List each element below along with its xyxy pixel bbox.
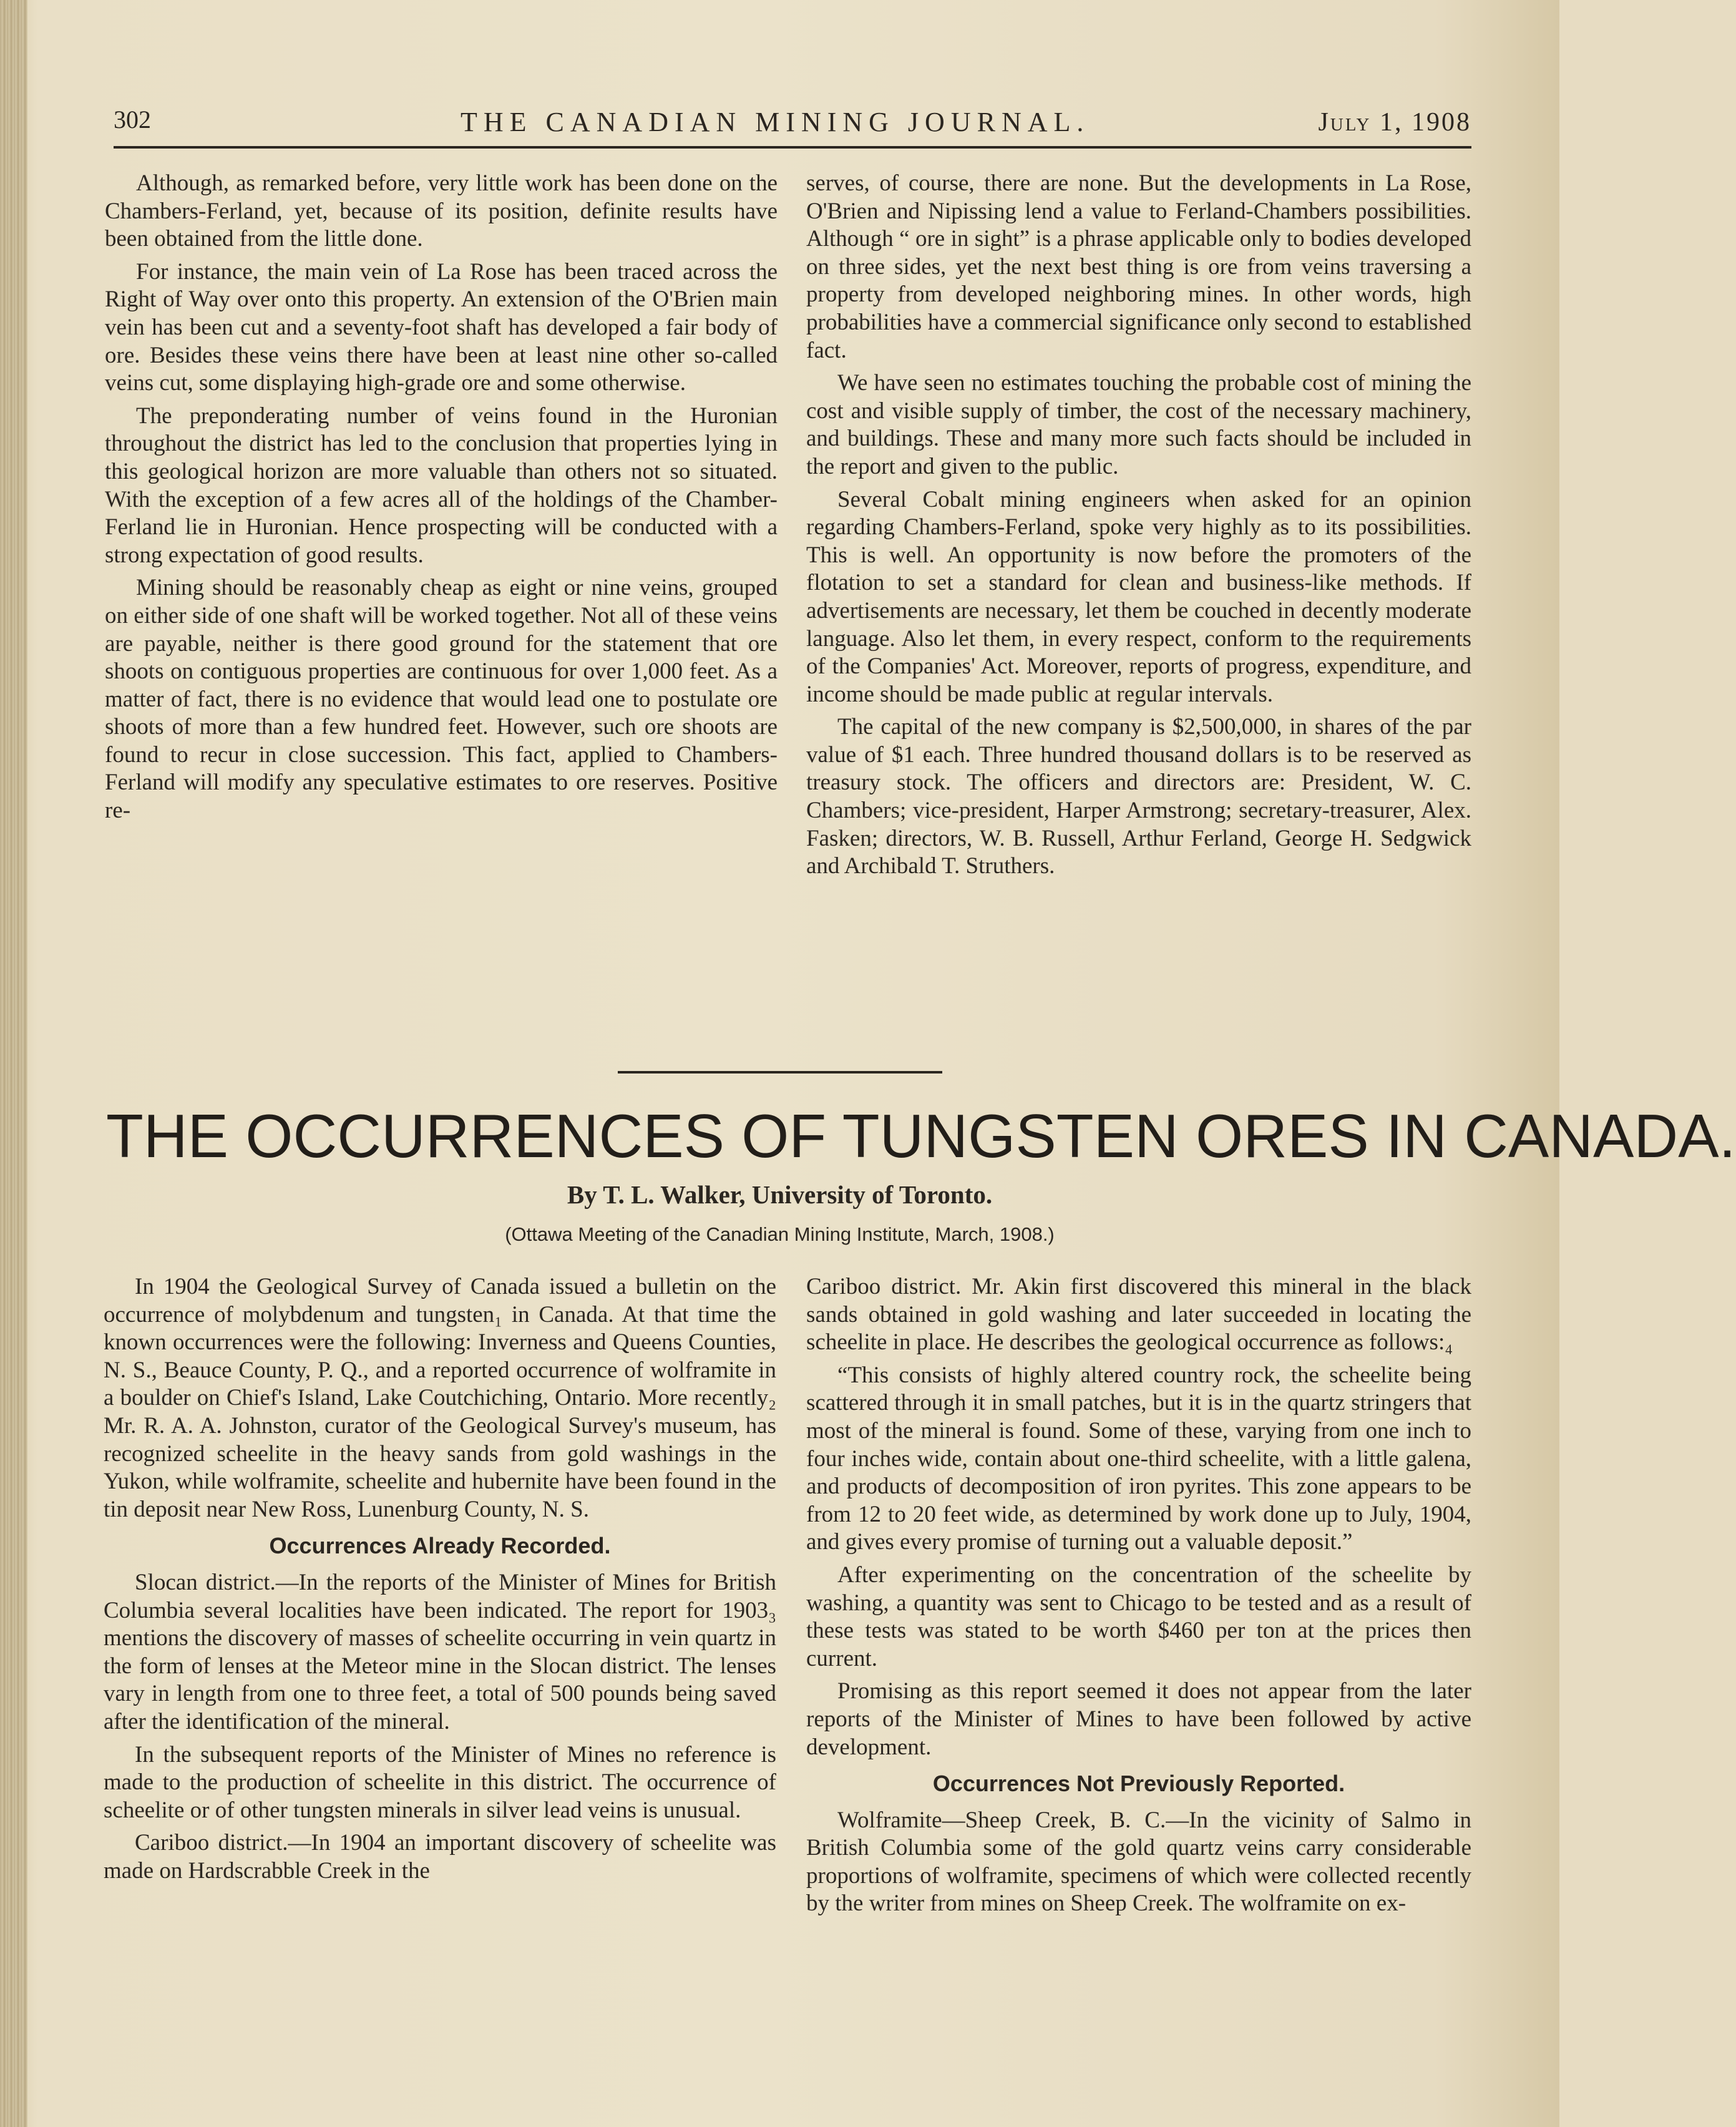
paragraph: Mining should be reasonably cheap as eight or nine veins, grouped on either side of one shaft will be worked together. Not all of these veins are payable, neither is there good ground for the statement that ore shoots on contiguous properties are continuous for over 1,000 feet. As a matter of fact, there is no evidence that would lead one to postulate ore shoots of more than a few hundred feet. However, such ore shoots are found to recur in close succession. This fact, applied to Chambers-Ferland will modify any speculative estimates to ore reserves. Positive re-: [105, 575, 778, 824]
paragraph: serves, of course, there are none. But the developments in La Rose, O'Brien and Nipissing lend a value to Ferland-Chambers possibilities. Although “ ore in sight” is a phrase applicable only to bodies developed on three sides, yet the next best thing is ore from veins traversing a property from developed neighboring mines. In other words, high probabilities have a commercial significance only second to established fact.: [806, 170, 1471, 363]
article-meeting-note: (Ottawa Meeting of the Canadian Mining Institute, March, 1908.): [505, 1223, 1055, 1245]
paragraph: The preponderating number of veins found in the Huronian throughout the district has led to the conclusion that properties lying in this geological horizon are more valuable than others not so situated. With the exception of a few acres all of the holdings of the Chamber-Ferland lie in Huronian. Hence prospecting will be conducted with a strong expectation of good results.: [105, 403, 778, 568]
paragraph: Cariboo district. Mr. Akin first discovered this mineral in the black sands obtained in gold washing and later succeeded in locating the scheelite in place. He describes the geological occurrence as follows:₄: [806, 1274, 1471, 1356]
journal-title: THE CANADIAN MINING JOURNAL.: [461, 107, 1090, 137]
paragraph: “This consists of highly altered country rock, the scheelite being scattered through it in small patches, but it is in the quartz stringers that most of the mineral is found. Some of these, varying from one inch to four inches wide, contain about one-third scheelite, with a little galena, and products of decomposition of iron pyrites. This zone appears to be from 12 to 20 feet wide, as determined by work done up to July, 1904, and gives every promise of turning out a valuable deposit.”: [806, 1362, 1471, 1555]
page-header: [114, 105, 1471, 149]
paragraph: In the subsequent reports of the Minister of Mines no reference is made to the production of scheelite in this district. The occurrence of scheelite or of other tungsten minerals in silver lead veins is unusual.: [104, 1741, 776, 1823]
paragraph: Although, as remarked before, very little work has been done on the Chambers-Ferland, yet, because of its position, definite results have been obtained from the little done.: [105, 170, 778, 252]
top-right-column: [806, 170, 1471, 881]
paragraph: For instance, the main vein of La Rose has been traced across the Right of Way over onto this property. An extension of the O'Brien main vein has been cut and a seventy-foot shaft has developed a fair body of ore. Besides these veins there have been at least nine other so-called veins cut, some displaying high-grade ore and some otherwise.: [105, 258, 778, 396]
paragraph: Several Cobalt mining engineers when asked for an opinion regarding Chambers-Ferland, spoke very highly as to its possibilities. This is well. An opportunity is now before the promoters of the flotation to set a standard for clean and business-like methods. If advertisements are necessary, let them be couched in decently moderate language. Also let them, in every respect, conform to the requirements of the Companies' Act. Moreover, reports of progress, expenditure, and income should be made public at regular intervals.: [806, 486, 1471, 707]
paragraph: Cariboo district.—In 1904 an important discovery of scheelite was made on Hardscrabble Creek in the: [104, 1830, 776, 1884]
page-number: 302: [114, 105, 151, 134]
paragraph: After experimenting on the concentration of the scheelite by washing, a quantity was sent to Chicago to be tested and as a result of these tests was stated to be worth $460 per ton at the prices then current.: [806, 1562, 1471, 1671]
top-left-column: [105, 170, 778, 825]
page-binding-edge: [0, 0, 27, 2127]
article-left-column: [104, 1273, 776, 1885]
section-heading-not-reported: Occurrences Not Previously Reported.: [932, 1771, 1345, 1797]
paragraph: Slocan district.—In the reports of the Minister of Mines for British Columbia several localities have been indicated. The report for 1903₃ mentions the discovery of masses of scheelite occurring in vein quartz in the form of lenses at the Meteor mine in the Slocan district. The lenses vary in length from one to three feet, a total of 500 pounds being saved after the identification of the mineral.: [104, 1569, 776, 1734]
issue-date: July 1, 1908: [1318, 108, 1471, 137]
paragraph: In 1904 the Geological Survey of Canada issued a bulletin on the occurrence of molybdenum and tungsten₁ in Canada. At that time the known occurrences were the following: Inverness and Queens Counties, N. S., Beauce County, P. Q., and a reported occurrence of wolframite in a boulder on Chief's Island, Lake Coutchiching, Ontario. More recently₂ Mr. R. A. A. Johnston, curator of the Geological Survey's museum, has recognized scheelite in the heavy sands from gold washings in the Yukon, while wolframite, scheelite and hubernite have been found in the tin deposit near New Ross, Lunenburg County, N. S.: [104, 1274, 776, 1522]
article-right-column: [806, 1273, 1471, 1918]
paragraph: The capital of the new company is $2,500,000, in shares of the par value of $1 each. Three hundred thousand dollars is to be reserved as treasury stock. The officers and directors are: President, W. C. Chambers; vice-president, Harper Armstrong; secretary-treasurer, Alex. Fasken; directors, W. B. Russell, Arthur Ferland, George H. Sedgwick and Archibald T. Struthers.: [806, 714, 1471, 879]
article-title: THE OCCURRENCES OF TUNGSTEN ORES IN CANADA.: [106, 1102, 1736, 1170]
article-byline: By T. L. Walker, University of Toronto.: [567, 1180, 993, 1209]
section-heading-recorded: Occurrences Already Recorded.: [269, 1533, 611, 1559]
paragraph: Wolframite—Sheep Creek, B. C.—In the vicinity of Salmo in British Columbia some of the gold quartz veins carry considerable proportions of wolframite, specimens of which were collected recently by the writer from mines on Sheep Creek. The wolframite on ex-: [806, 1807, 1471, 1917]
header-rule: [114, 146, 1471, 149]
paragraph: Promising as this report seemed it does not appear from the later reports of the Minister of Mines to have been followed by active development.: [806, 1678, 1471, 1760]
section-divider: [618, 1071, 942, 1073]
paragraph: We have seen no estimates touching the probable cost of mining the cost and visible supply of timber, the cost of the necessary machinery, and buildings. These and many more such facts should be included in the report and given to the public.: [806, 370, 1471, 479]
